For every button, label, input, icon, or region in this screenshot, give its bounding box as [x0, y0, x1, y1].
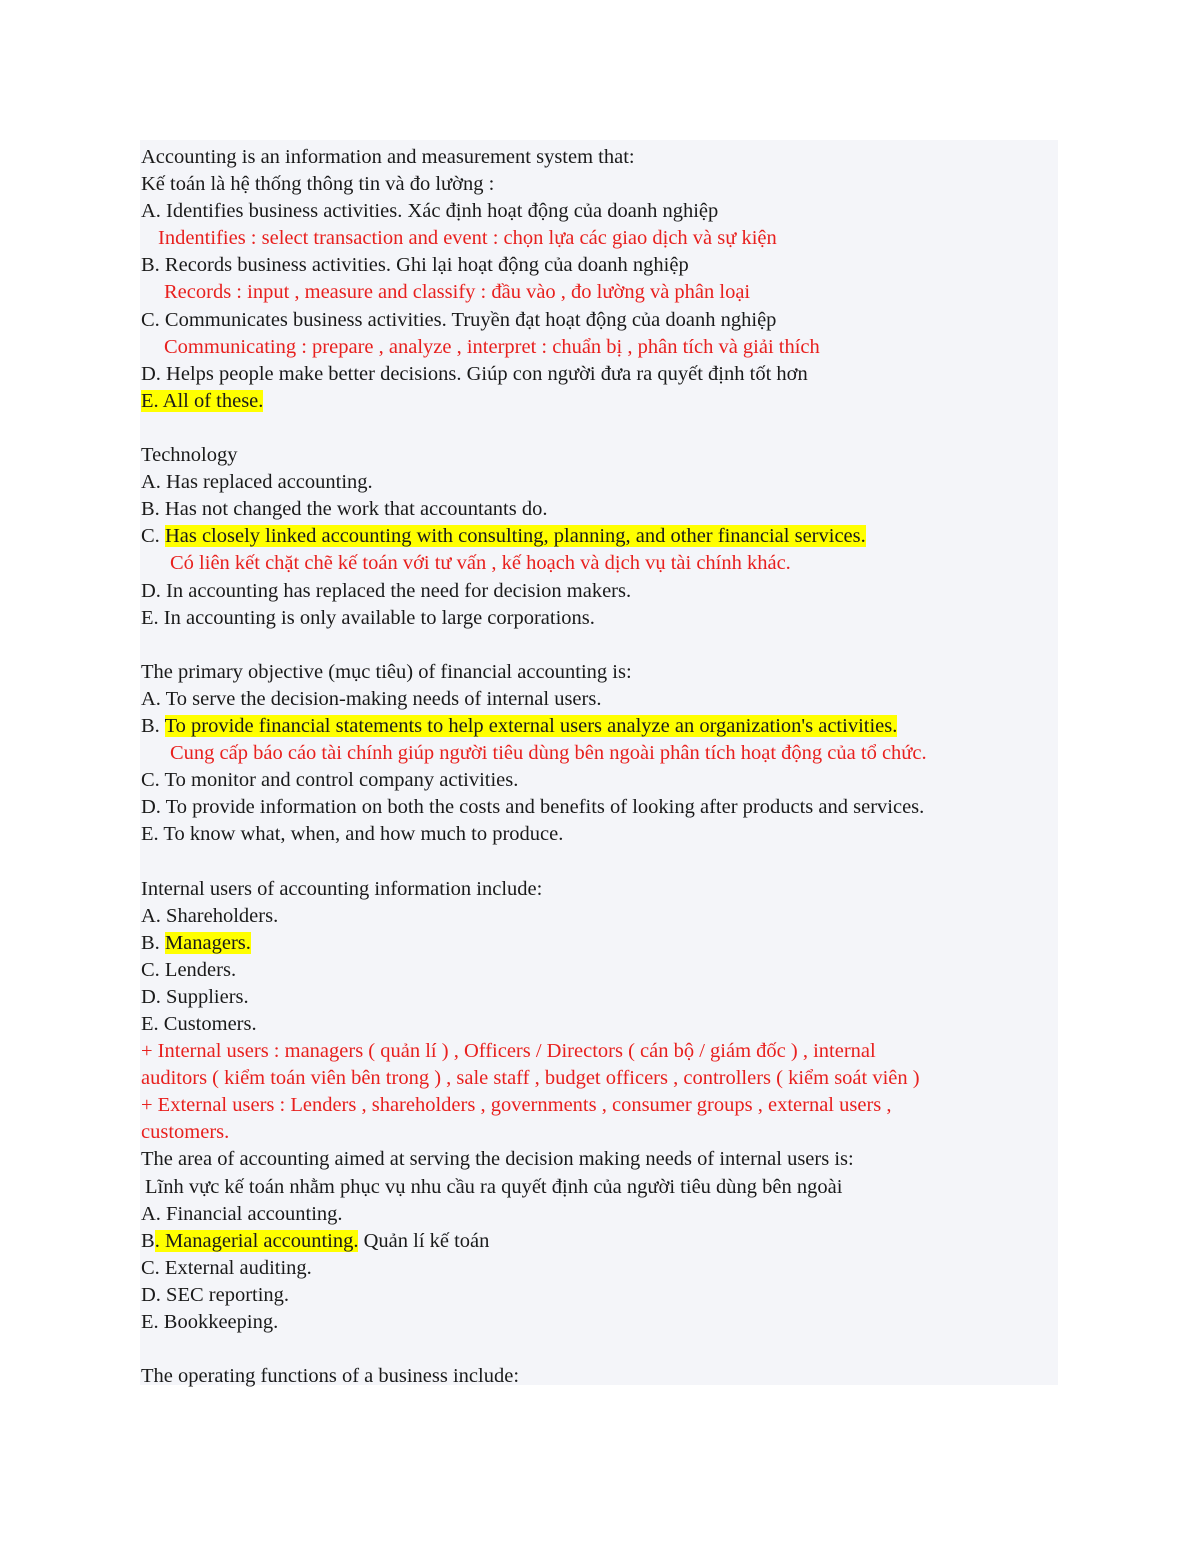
question-4-note-internal-2: auditors ( kiểm toán viên bên trong ) , sale staff , budget officers , controllers ( kiểm soát viên )	[141, 1067, 920, 1090]
question-4-note-external-1: + External users : Lenders , shareholders , governments , consumer groups , external users ,	[141, 1094, 892, 1117]
question-5-option-c: C. External auditing.	[141, 1256, 312, 1279]
question-3-option-b: B. To provide financial statements to help external users analyze an organization's activities.	[141, 714, 898, 737]
question-1-option-b-note: Records : input , measure and classify : đầu vào , đo lường và phân loại	[164, 281, 751, 304]
question-4-option-a: A. Shareholders.	[141, 904, 279, 927]
question-5-option-e: E. Bookkeeping.	[141, 1311, 279, 1334]
question-4-option-d: D. Suppliers.	[141, 985, 249, 1008]
question-5-option-a: A. Financial accounting.	[141, 1202, 343, 1225]
question-1-stem: Accounting is an information and measurement system that:	[141, 146, 635, 168]
question-2-option-b: B. Has not changed the work that accountants do.	[141, 498, 548, 521]
question-3-option-c: C. To monitor and control company activities.	[141, 769, 519, 792]
question-3-option-d: D. To provide information on both the costs and benefits of looking after products and services.	[141, 796, 925, 819]
question-5-stem-vi: Lĩnh vực kế toán nhằm phục vụ nhu cầu ra quyết định của người tiêu dùng bên ngoài	[145, 1175, 843, 1198]
question-1-option-a-note: Indentifies : select transaction and event : chọn lựa các giao dịch và sự kiện	[158, 227, 777, 250]
question-4-answer-b: Managers.	[164, 931, 251, 954]
document-content	[141, 144, 1057, 1390]
question-4-option-b: B. Managers.	[141, 931, 251, 954]
question-5-option-b-vi: Quản lí kế toán	[358, 1229, 490, 1252]
question-1-option-b: B. Records business activities. Ghi lại hoạt động của doanh nghiệp	[141, 254, 689, 277]
question-4-option-c: C. Lenders.	[141, 958, 237, 981]
question-4-note-external-2: customers.	[141, 1121, 230, 1144]
question-5-option-b: B. Managerial accounting. Quản lí kế toán	[141, 1229, 490, 1252]
question-1-option-a: A. Identifies business activities. Xác định hoạt động của doanh nghiệp	[141, 200, 719, 223]
question-3-option-a: A. To serve the decision-making needs of internal users.	[141, 687, 602, 710]
question-2-stem: Technology	[141, 444, 238, 467]
question-1-stem-vi: Kế toán là hệ thống thông tin và đo lường :	[141, 173, 495, 196]
question-5-stem: The area of accounting aimed at serving the decision making needs of internal users is:	[141, 1148, 854, 1171]
question-1-option-c: C. Communicates business activities. Truyền đạt hoạt động của doanh nghiệp	[141, 308, 777, 331]
question-5-answer-b: . Managerial accounting.	[154, 1229, 359, 1252]
question-3-option-b-note: Cung cấp báo cáo tài chính giúp người tiêu dùng bên ngoài phân tích hoạt động của tổ chức.	[170, 742, 927, 765]
question-1-answer-e: E. All of these.	[141, 389, 264, 412]
question-4-option-e: E. Customers.	[141, 1013, 257, 1035]
question-3-answer-b: To provide financial statements to help external users analyze an organization's activities.	[164, 714, 898, 737]
question-4-stem: Internal users of accounting information include:	[141, 877, 543, 900]
question-2-option-e: E. In accounting is only available to large corporations.	[141, 606, 595, 629]
question-2-option-d: D. In accounting has replaced the need for decision makers.	[141, 579, 632, 602]
question-1-option-c-note: Communicating : prepare , analyze , interpret : chuẩn bị , phân tích và giải thích	[164, 335, 820, 358]
question-3-stem: The primary objective (mục tiêu) of financial accounting is:	[141, 660, 632, 683]
question-5-option-d: D. SEC reporting.	[141, 1283, 290, 1306]
question-2-option-c: C. Has closely linked accounting with consulting, planning, and other financial services.	[141, 525, 866, 548]
question-2-answer-c: Has closely linked accounting with consulting, planning, and other financial services.	[164, 525, 866, 548]
question-6-stem: The operating functions of a business include:	[141, 1365, 520, 1388]
question-3-option-e: E. To know what, when, and how much to produce.	[141, 823, 564, 846]
question-4-note-internal-1: + Internal users : managers ( quản lí ) , Officers / Directors ( cán bộ / giám đốc ) , internal	[141, 1040, 876, 1063]
question-2-option-c-note: Có liên kết chặt chẽ kế toán với tư vấn , kế hoạch và dịch vụ tài chính khác.	[170, 552, 791, 575]
question-2-option-a: A. Has replaced accounting.	[141, 471, 373, 494]
question-1-option-d: D. Helps people make better decisions. Giúp con người đưa ra quyết định tốt hơn	[141, 362, 808, 385]
